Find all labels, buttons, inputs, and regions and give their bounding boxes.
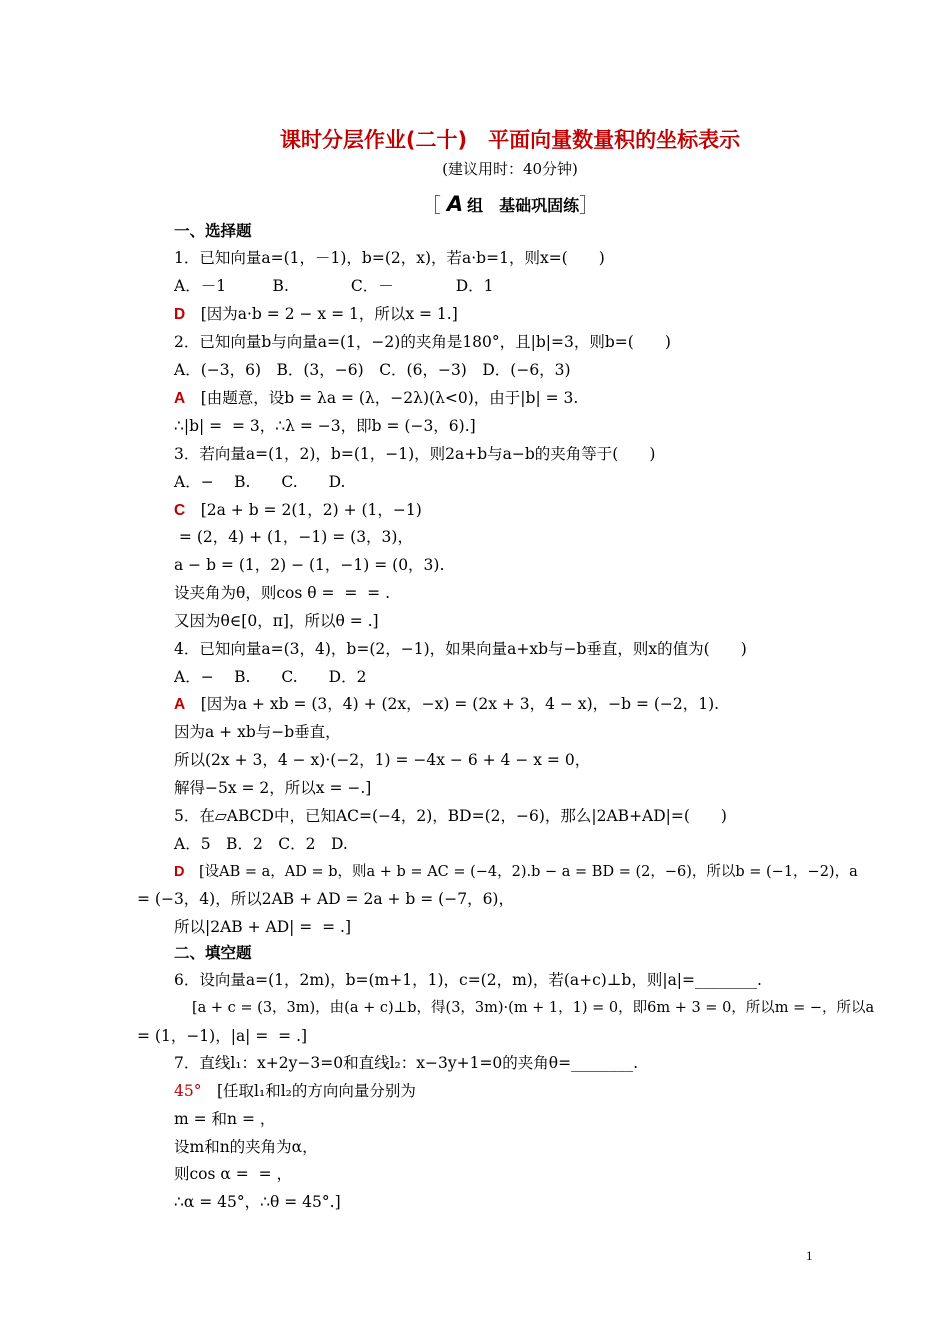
solution-text: [2a + b = 2(1，2) + (1，−1) [200,501,422,519]
question-2-options: A．(−3，6) B．(3，−6) C．(6，−3) D．(−6，3) [174,361,571,379]
question-5: 5．在▱ABCD中，已知AC=(−4，2)，BD=(2，−6)，那么|2AB+AD|=( ) [174,807,727,825]
question-6-solution: [a + c = (3，3m)，由(a + c)⊥b，得(3，3m)·(m + 1，1) = 0，即6m + 3 = 0，所以m = −，所以a [192,1000,875,1016]
solution-line: 解得−5x = 2，所以x = −.] [174,779,372,797]
solution-line: a − b = (1，2) − (1，−1) = (0，3). [174,556,445,574]
group-heading [0,189,950,218]
solution-line: 设m和n的夹角为α， [174,1138,318,1156]
page-title: 课时分层作业(二十) 平面向量数量积的坐标表示 [279,128,741,152]
question-4-options: A．− B. C. D．2 [174,668,367,686]
question-4: 4．已知向量a=(3，4)，b=(2，−1)，如果向量a+xb与−b垂直，则x的值为( ) [174,640,747,658]
question-4-solution [174,694,719,715]
left-bracket: ［ [420,193,441,217]
solution-line: 则cos α = = ， [174,1165,293,1183]
solution-text: [任取l₁和l₂的方向向量分别为 [217,1082,416,1100]
question-1-options: A．－1 B. C．－ D．1 [174,277,494,295]
solution-line: 所以|2AB + AD| = = .] [174,918,352,936]
question-7-solution [174,1081,416,1101]
solution-line: ∴α = 45°，∴θ = 45°.] [174,1193,341,1211]
answer-value: 45° [174,1082,202,1100]
solution-text: [因为a + xb = (3，4) + (2x，−x) = (2x + 3，4 − x)，−b = (−2，1). [200,695,720,713]
question-2: 2．已知向量b与向量a=(1，−2)的夹角是180°，且|b|=3，则b=( ) [174,333,671,351]
question-1-solution [174,304,458,325]
solution-line: m = 和n = ， [174,1110,276,1128]
solution-line: 因为a + xb与−b垂直， [174,723,341,741]
answer-letter: D [174,864,185,880]
solution-text: [由题意，设b = λa = (λ，−2λ)(λ<0)，由于|b| = 3. [200,389,579,407]
group-label: 组 基础巩固练 [467,196,580,215]
question-5-solution [174,862,858,882]
solution-line: = (1，−1)，|a| = = .] [137,1027,308,1045]
question-3-options: A．− B. C. D. [174,473,346,491]
question-2-solution [174,388,578,409]
answer-letter: C [174,502,186,519]
solution-line: 所以(2x + 3，4 − x)·(−2，1) = −4x − 6 + 4 − x = 0， [174,751,591,769]
solution-text: [因为a·b = 2 − x = 1，所以x = 1.] [200,305,458,323]
question-3-solution [174,500,422,521]
page-number: 1 [806,1248,813,1263]
solution-line: ∴|b| = = 3，∴λ = −3，即b = (−3，6).] [174,417,476,435]
suggested-time: (建议用时：40分钟) [442,160,578,178]
question-1: 1．已知向量a=(1，－1)，b=(2，x)，若a·b=1，则x=( ) [174,249,605,267]
right-bracket: ］ [579,193,600,217]
group-letter: A [446,192,464,216]
answer-letter: A [174,390,186,407]
solution-line: = (2，4) + (1，−1) = (3，3)， [174,528,413,546]
question-6: 6．设向量a=(1，2m)，b=(m+1，1)，c=(2，m)，若(a+c)⊥b，则|a|=________. [174,971,762,989]
solution-line: 设夹角为θ，则cos θ = = = . [174,584,391,602]
question-5-options: A．5 B．2 C．2 D. [174,835,348,853]
solution-text: [设AB = a，AD = b，则a + b = AC = (−4，2).b − a = BD = (2，−6)，所以b = (−1，−2)，a [198,864,858,880]
question-7: 7．直线l₁：x+2y−3=0和直线l₂：x−3y+1=0的夹角θ=________. [174,1054,639,1072]
solution-line: = (−3，4)，所以2AB + AD = 2a + b = (−7，6)， [137,890,514,908]
answer-letter: D [174,306,186,323]
answer-letter: A [174,696,186,713]
section-fill: 二、填空题 [174,944,252,962]
section-choice: 一、选择题 [174,222,252,240]
question-3: 3．若向量a=(1，2)，b=(1，−1)，则2a+b与a−b的夹角等于( ) [174,445,656,463]
solution-line: 又因为θ∈[0，π]，所以θ = .] [174,612,379,630]
